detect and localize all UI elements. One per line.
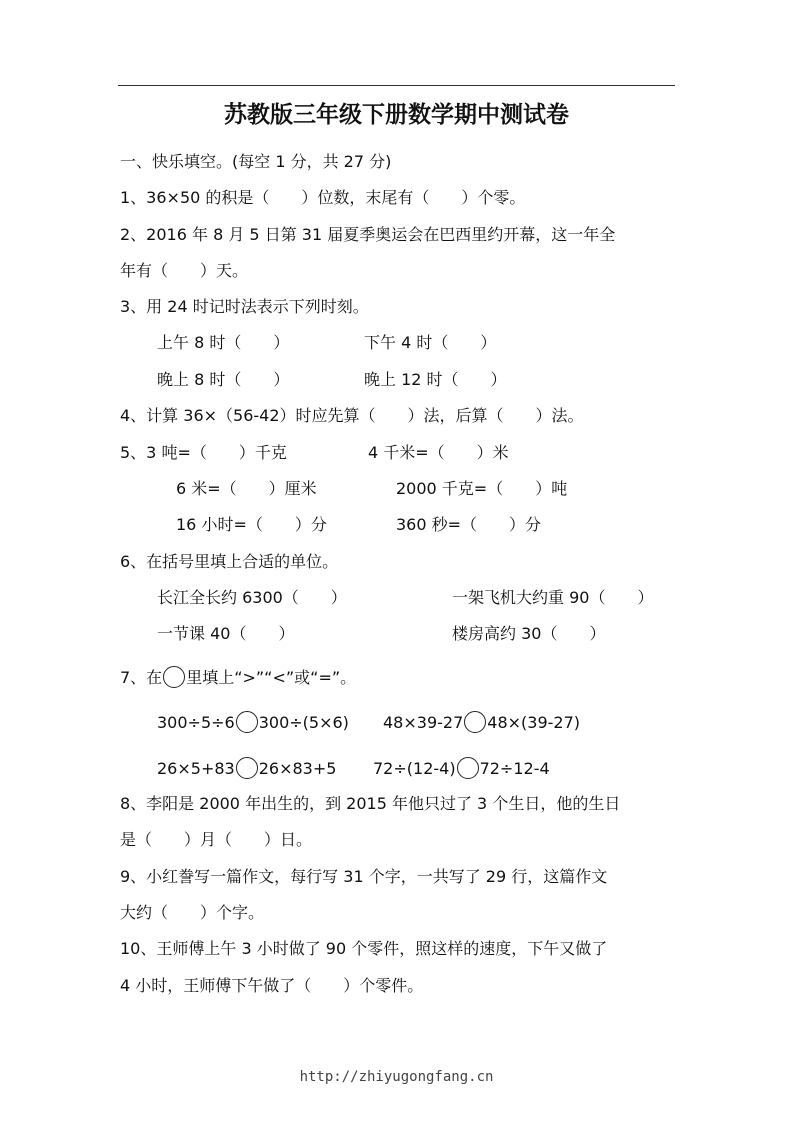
comparison-right: 72÷12-4 bbox=[479, 759, 550, 778]
question-3-stem: 3、用 24 时记时法表示下列时刻。 bbox=[120, 297, 369, 316]
comparison-item bbox=[373, 757, 550, 781]
question-6-item: 一节课 40（ ） bbox=[157, 624, 295, 643]
question-9-line-2: 大约（ ）个字。 bbox=[120, 903, 265, 922]
question-5-item: 360 秒=（ ）分 bbox=[396, 515, 542, 534]
question-9-line-1: 9、小红誊写一篇作文，每行写 31 个字，一共写了 29 行，这篇作文 bbox=[120, 867, 608, 886]
question-10-line-1: 10、王师傅上午 3 小时做了 90 个零件，照这样的速度，下午又做了 bbox=[120, 939, 608, 958]
question-3-item: 晚上 8 时（ ） bbox=[157, 370, 290, 389]
answer-circle-icon bbox=[236, 711, 258, 733]
question-7-stem-before: 7、在 bbox=[120, 668, 163, 687]
comparison-item bbox=[157, 711, 349, 735]
question-10-line-2: 4 小时，王师傅下午做了（ ）个零件。 bbox=[120, 976, 424, 995]
question-5-item: 5、3 吨=（ ）千克 bbox=[120, 443, 287, 462]
question-3-item: 上午 8 时（ ） bbox=[157, 333, 290, 352]
answer-circle-icon bbox=[457, 757, 479, 779]
question-3-item: 晚上 12 时（ ） bbox=[364, 370, 507, 389]
question-5-item: 16 小时=（ ）分 bbox=[176, 515, 327, 534]
question-2-line-2: 年有（ ）天。 bbox=[120, 261, 249, 280]
comparison-left: 48×39-27 bbox=[383, 713, 464, 732]
question-6-item: 一架飞机大约重 90（ ） bbox=[452, 588, 654, 607]
question-6-item: 长江全长约 6300（ ） bbox=[157, 588, 347, 607]
comparison-left: 72÷(12-4) bbox=[373, 759, 456, 778]
question-8-line-1: 8、李阳是 2000 年出生的，到 2015 年他只过了 3 个生日，他的生日 bbox=[120, 794, 621, 813]
question-7-stem-after: 里填上“>”“<”或“=”。 bbox=[186, 668, 357, 687]
comparison-left: 26×5+83 bbox=[157, 759, 235, 778]
section-heading: 一、快乐填空。(每空 1 分，共 27 分) bbox=[120, 152, 392, 171]
top-rule bbox=[118, 85, 675, 86]
answer-circle-icon bbox=[464, 711, 486, 733]
question-6-item: 楼房高约 30（ ） bbox=[452, 624, 606, 643]
comparison-left: 300÷5÷6 bbox=[157, 713, 235, 732]
comparison-right: 300÷(5×6) bbox=[258, 713, 349, 732]
page-title: 苏教版三年级下册数学期中测试卷 bbox=[224, 101, 569, 128]
question-5-item: 4 千米=（ ）米 bbox=[368, 443, 509, 462]
question-5-item: 2000 千克=（ ）吨 bbox=[396, 479, 568, 498]
compare-circle-icon bbox=[163, 666, 185, 688]
question-3-item: 下午 4 时（ ） bbox=[364, 333, 497, 352]
question-2-line-1: 2、2016 年 8 月 5 日第 31 届夏季奥运会在巴西里约开幕，这一年全 bbox=[120, 225, 616, 244]
question-1: 1、36×50 的积是（ ）位数，末尾有（ ）个零。 bbox=[120, 188, 526, 207]
comparison-item bbox=[157, 757, 336, 781]
comparison-right: 48×(39-27) bbox=[487, 713, 581, 732]
footer-url[interactable]: http://zhiyugongfang.cn bbox=[299, 1069, 494, 1085]
question-8-line-2: 是（ ）月（ ）日。 bbox=[120, 830, 313, 849]
question-6-stem: 6、在括号里填上合适的单位。 bbox=[120, 552, 339, 571]
comparison-right: 26×83+5 bbox=[258, 759, 337, 778]
question-5-item: 6 米=（ ）厘米 bbox=[176, 479, 317, 498]
comparison-item bbox=[383, 711, 580, 735]
question-4: 4、计算 36×（56-42）时应先算（ ）法，后算（ ）法。 bbox=[120, 406, 584, 425]
question-7-stem bbox=[120, 666, 356, 690]
answer-circle-icon bbox=[236, 757, 258, 779]
